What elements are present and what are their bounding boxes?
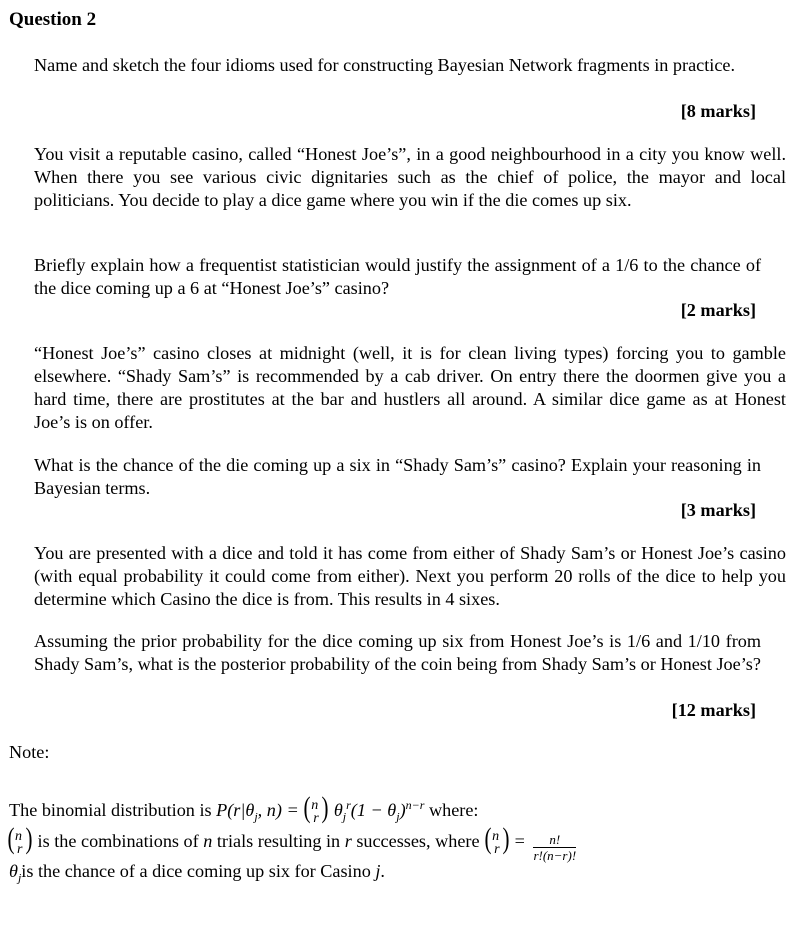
part-a-text: Name and sketch the four idioms used for constructing Bayesian Network fragments in practice. [34, 55, 736, 75]
part-c-text: “Honest Joe’s” casino closes at midnight (well, it is for clean living types) forcing you to gamble elsewhere. “Shady Sam’s” is recommended by a cab driver. On entry there the doormen give you a hard time, there are prostitutes at the bar and hustlers all around. A similar dice game as at Honest Joe’s is on offer. [34, 343, 786, 432]
part-b-text: You visit a reputable casino, called “Honest Joe’s”, in a good neighbourhood in a city you know well. When there you see various civic dignitaries such as the chief of police, the mayor and local politicians. You decide to play a dice game where you win if the die comes up six. [34, 144, 786, 210]
part-d-text: You are presented with a dice and told it has come from either of Shady Sam’s or Honest Joe’s casino (with equal probability it could come from either). Next you perform 20 rolls of the dice to help you determine which Casino the dice is from. This results in 4 sixes. [34, 543, 786, 609]
note-theta-line: $\theta_jis$ the chance of a dice coming up six for Casino j. [9, 861, 385, 885]
part-b-label [9, 143, 34, 166]
combinations-coefficient-2: ( n r ) [484, 822, 510, 857]
combinations-text-3: successes, where [351, 831, 485, 851]
part-c-question: What is the chance of the die coming up a six in “Shady Sam’s” casino? Explain your reasoning in Bayesian terms. [34, 455, 761, 498]
part-a [9, 54, 786, 77]
part-a-marks: [8 marks] [680, 101, 756, 121]
note-combinations-line: ( n r ) is the combinations of n trials resulting in r successes, where ( n r ) = $\frac{n!}{r!(n-r)!}$ [7, 822, 577, 863]
combinations-text-2: trials resulting in [212, 831, 345, 851]
part-a-label [9, 54, 34, 77]
note-binomial-suffix: where: [424, 800, 479, 821]
factorial-fraction: $\frac{n!}{r!(n-r)!}$ [533, 832, 577, 863]
part-c-label [9, 342, 34, 365]
theta-description: is the chance of a dice coming up six for Casino [21, 861, 376, 881]
part-d-marks: [12 marks] [671, 700, 756, 720]
note-binomial-line [9, 791, 479, 829]
note-binomial-prefix: The binomial distribution is [9, 800, 217, 821]
combinations-text-1: is the combinations of [33, 831, 204, 851]
part-b-marks: [2 marks] [680, 300, 756, 320]
binomial-formula: $P(r|\theta_j$, n) = ( n r ) $\theta_j^r(1 - \theta_j)^{n-r}$ [216, 791, 425, 827]
part-b-question: Briefly explain how a frequentist statistician would justify the assignment of a 1/6 to the chance of the dice coming up a 6 at “Honest Joe’s” casino? [34, 255, 761, 298]
binomial-formula-lhs: P(r|θ [216, 800, 255, 821]
part-b [9, 143, 786, 212]
part-c-marks: [3 marks] [680, 500, 756, 520]
binomial-coefficient: ( n r ) [303, 791, 329, 827]
part-d-label [9, 542, 34, 565]
combinations-coefficient: ( n r ) [7, 822, 33, 857]
question-title: Question 2 [9, 9, 97, 30]
part-c [9, 342, 786, 434]
part-d [9, 542, 786, 611]
part-d-question: Assuming the prior probability for the dice coming up six from Honest Joe’s is 1/6 and 1/10 from Shady Sam’s, what is the posterior probability of the coin being from Shady Sam’s or Honest Joe’s? [34, 631, 761, 674]
note-heading: Note: [9, 742, 50, 762]
